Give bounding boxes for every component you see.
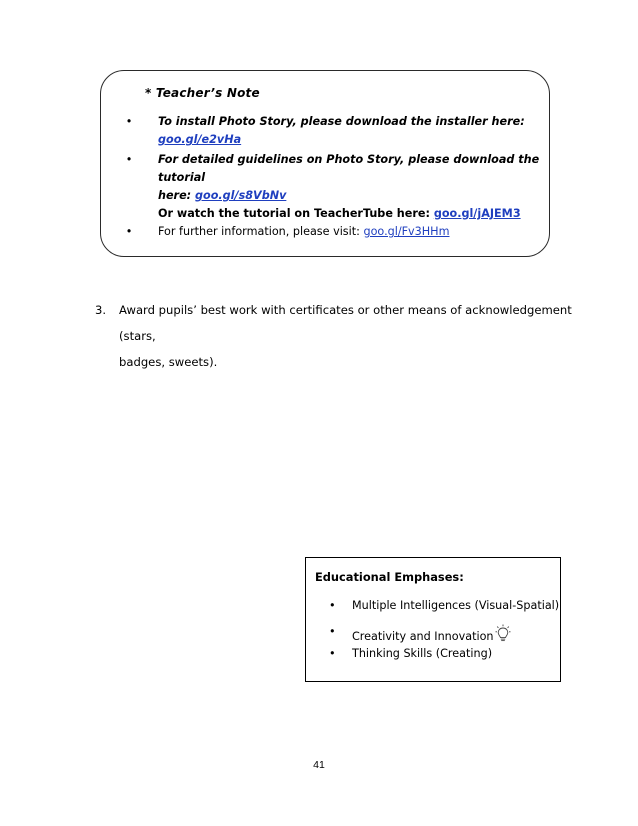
bullet: •	[329, 599, 336, 612]
bullet: •	[125, 115, 133, 128]
educational-emphases-title: Educational Emphases:	[315, 570, 464, 584]
install-instruction: To install Photo Story, please download the installer here:	[158, 115, 525, 128]
teachertube-link[interactable]: goo.gl/jAJEM3	[433, 207, 521, 220]
numbered-item-3	[95, 297, 595, 375]
tutorial-link[interactable]: goo.gl/s8VbNv	[195, 189, 287, 202]
list-item	[329, 646, 559, 668]
list-item	[329, 624, 559, 646]
installer-link[interactable]: goo.gl/e2vHa	[158, 133, 242, 146]
page-number: 41	[313, 759, 325, 771]
further-info-text: For further information, please visit:	[158, 225, 364, 238]
teachers-note-title: * Teacher’s Note	[145, 86, 260, 100]
list-item	[121, 151, 541, 223]
bullet: •	[329, 647, 336, 660]
emphasis-label: Creativity and Innovation	[352, 630, 494, 643]
bullet: •	[125, 225, 133, 238]
teachertube-instruction: Or watch the tutorial on TeacherTube here:	[158, 207, 434, 220]
teachers-note-list	[121, 113, 541, 241]
list-item	[121, 223, 541, 241]
list-item	[121, 113, 541, 149]
guidelines-instruction-line3: here:	[158, 189, 196, 202]
further-info-link[interactable]: goo.gl/Fv3HHm	[363, 225, 450, 238]
emphasis-label: Multiple Intelligences (Visual-Spatial)	[352, 599, 560, 612]
item-text-line2: badges, sweets).	[119, 355, 218, 369]
list-item	[329, 598, 559, 620]
item-number: 3.	[95, 303, 107, 317]
guidelines-instruction-line2: tutorial	[158, 171, 206, 184]
guidelines-instruction-line1: For detailed guidelines on Photo Story, please download the	[158, 153, 540, 166]
educational-emphases-list	[329, 598, 559, 668]
emphasis-label: Thinking Skills (Creating)	[352, 647, 493, 660]
item-text-line1: Award pupils’ best work with certificates or other means of acknowledgement (stars,	[119, 303, 572, 343]
bullet: •	[125, 153, 133, 166]
bullet: •	[329, 625, 336, 638]
